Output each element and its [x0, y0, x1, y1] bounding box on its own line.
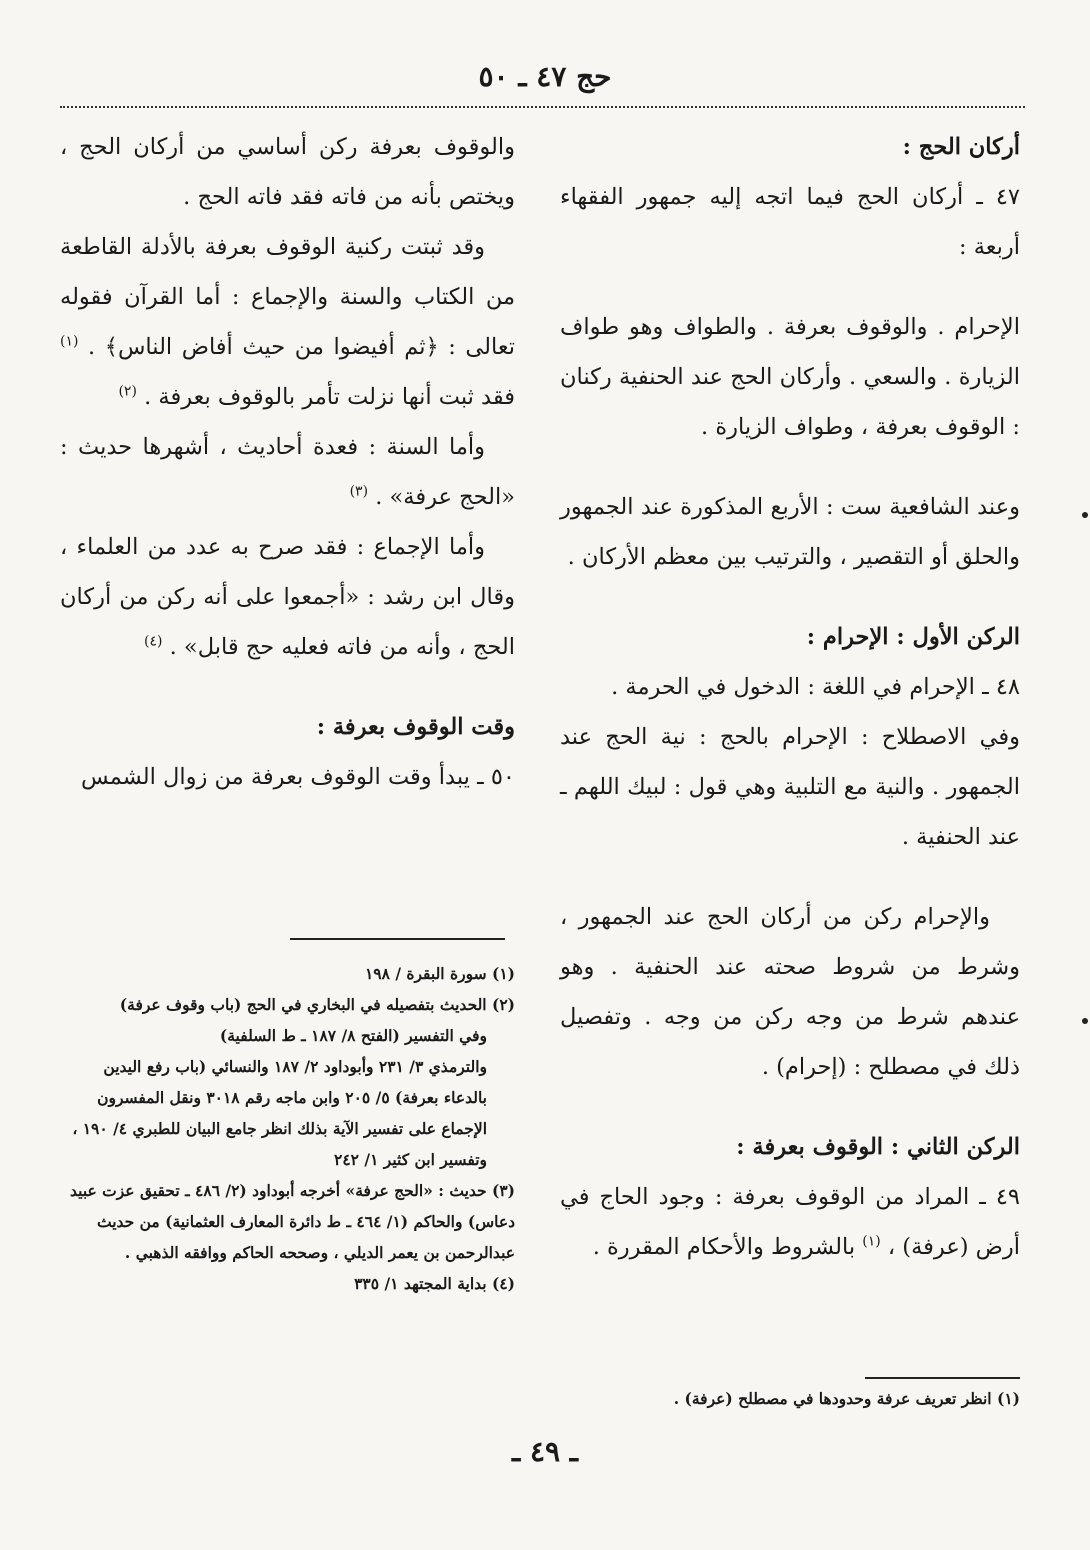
- footnote-ref: (١): [60, 333, 79, 350]
- paragraph-ijma-text: وأما الإجماع : فقد صرح به عدد من العلماء ، وقال ابن رشد : «أجمعوا على أنه ركن من أركان الحج ، وأنه من فاته فعليه حج قابل» .: [60, 534, 515, 660]
- footnote-item: (١) انظر تعريف عرفة وحدودها في مصطلح (عرفة) .: [673, 1389, 1020, 1408]
- paragraph-evidence-text: وقد ثبتت ركنية الوقوف بعرفة بالأدلة القاطعة من الكتاب والسنة والإجماع : أما القرآن فقوله تعالى : ﴿ثم أفيضوا من حيث أفاض الناس﴾ .: [60, 234, 515, 360]
- footnote-ref: (٤): [144, 633, 163, 650]
- paragraph-wuquf-pillar: والوقوف بعرفة ركن أساسي من أركان الحج ، ويختص بأنه من فاته فقد فاته الحج .: [60, 134, 515, 210]
- paragraph-50: ٥٠ ـ يبدأ وقت الوقوف بعرفة من زوال الشمس: [81, 764, 515, 790]
- right-column: [560, 122, 1020, 1272]
- paragraph-evidence-sunnah: [60, 422, 515, 522]
- footnote-ref: (١): [862, 1233, 881, 1250]
- footnote-ref: (٣): [349, 483, 369, 500]
- footnote-ref: (٢): [118, 383, 137, 400]
- page-number: ـ ٤٩ ـ: [512, 1435, 578, 1468]
- paragraph-48-ruling: والإحرام ركن من أركان الحج عند الجمهور ، وشرط من شروط صحته عند الحنفية . وهو عندهم شرط من وجه ركن من وجه . وتفصيل ذلك في مصطلح : (إحرام) .: [560, 904, 1020, 1080]
- paragraph-evidence-ijma: [60, 522, 515, 672]
- paragraph-evidence-mid: فقد ثبت أنها نزلت تأمر بالوقوف بعرفة .: [144, 384, 515, 410]
- paragraph-evidence-quran: [60, 222, 515, 422]
- margin-mark: [1082, 1018, 1088, 1024]
- heading-arkan-al-hajj: أركان الحج :: [902, 134, 1020, 160]
- paragraph-48: ٤٨ ـ الإحرام في اللغة : الدخول في الحرمة .: [611, 674, 1020, 700]
- footnote-item: (٤) بداية المجتهد ١/ ٣٣٥: [354, 1274, 515, 1293]
- paragraph-47-list: الإحرام . والوقوف بعرفة . والطواف وهو طواف الزيارة . والسعي . وأركان الحج عند الحنفية ركنان : الوقوف بعرفة ، وطواف الزيارة .: [560, 314, 1020, 440]
- header-dotted-rule: [60, 106, 1025, 108]
- paragraph-sunnah-text: وأما السنة : فعدة أحاديث ، أشهرها حديث : «الحج عرفة» .: [60, 434, 515, 510]
- heading-second-pillar: الركن الثاني : الوقوف بعرفة :: [736, 1134, 1020, 1160]
- heading-first-pillar: الركن الأول : الإحرام :: [806, 624, 1020, 650]
- margin-mark: [1082, 512, 1088, 518]
- footnote-continuation: والترمذي ٣/ ٢٣١ وأبوداود ٢/ ١٨٧ والنسائي (باب رفع اليدين بالدعاء بعرفة) ٥/ ٢٠٥ وابن ماجه رقم ٣٠١٨ ونقل المفسرون الإجماع على تفسير الآية بذلك انظر جامع البيان للطبري ٤/ ١٩٠ ، وتفسير ابن كثير ١/ ٢٤٢: [72, 1057, 487, 1169]
- paragraph-49-text: ٤٩ ـ المراد من الوقوف بعرفة : وجود الحاج في أرض (عرفة) ،: [560, 1184, 1020, 1260]
- page-header: حج ٤٧ ـ ٥٠: [478, 60, 612, 93]
- left-column: [60, 122, 515, 802]
- paragraph-49: [560, 1172, 1020, 1272]
- paragraph-48-definition: وفي الاصطلاح : الإحرام بالحج : نية الحج عند الجمهور . والنية مع التلبية وهي قول : لبيك اللهم ـ عند الحنفية .: [560, 724, 1020, 850]
- footnote-rule-right: [865, 1377, 1020, 1379]
- paragraph-47-shafiiya: وعند الشافعية ست : الأربع المذكورة عند الجمهور والحلق أو التقصير ، والترتيب بين معظم الأركان .: [560, 494, 1020, 570]
- footnotes-right: [560, 1385, 1020, 1413]
- footnote-continuation: وفي التفسير (الفتح ٨/ ١٨٧ ـ ط السلفية): [219, 1026, 487, 1045]
- footnote-rule-left: [290, 938, 505, 940]
- footnotes-left: [60, 958, 515, 1299]
- footnote-item: (٣) حديث : «الحج عرفة» أخرجه أبوداود (٢/ ٤٨٦ ـ تحقيق عزت عبيد دعاس) والحاكم (١/ ٤٦٤ ـ ط دائرة المعارف العثمانية) من حديث عبدالرحمن بن يعمر الديلي ، وصححه الحاكم ووافقه الذهبي .: [70, 1181, 515, 1262]
- paragraph-47: ٤٧ ـ أركان الحج فيما اتجه إليه جمهور الفقهاء أربعة :: [560, 184, 1020, 260]
- footnote-item: (٢) الحديث بتفصيله في البخاري في الحج (باب وقوف عرفة): [119, 995, 515, 1014]
- footnote-item: (١) سورة البقرة / ١٩٨: [364, 964, 515, 983]
- paragraph-49-end: بالشروط والأحكام المقررة .: [592, 1234, 856, 1260]
- heading-wuquf-time: وقت الوقوف بعرفة :: [316, 714, 515, 740]
